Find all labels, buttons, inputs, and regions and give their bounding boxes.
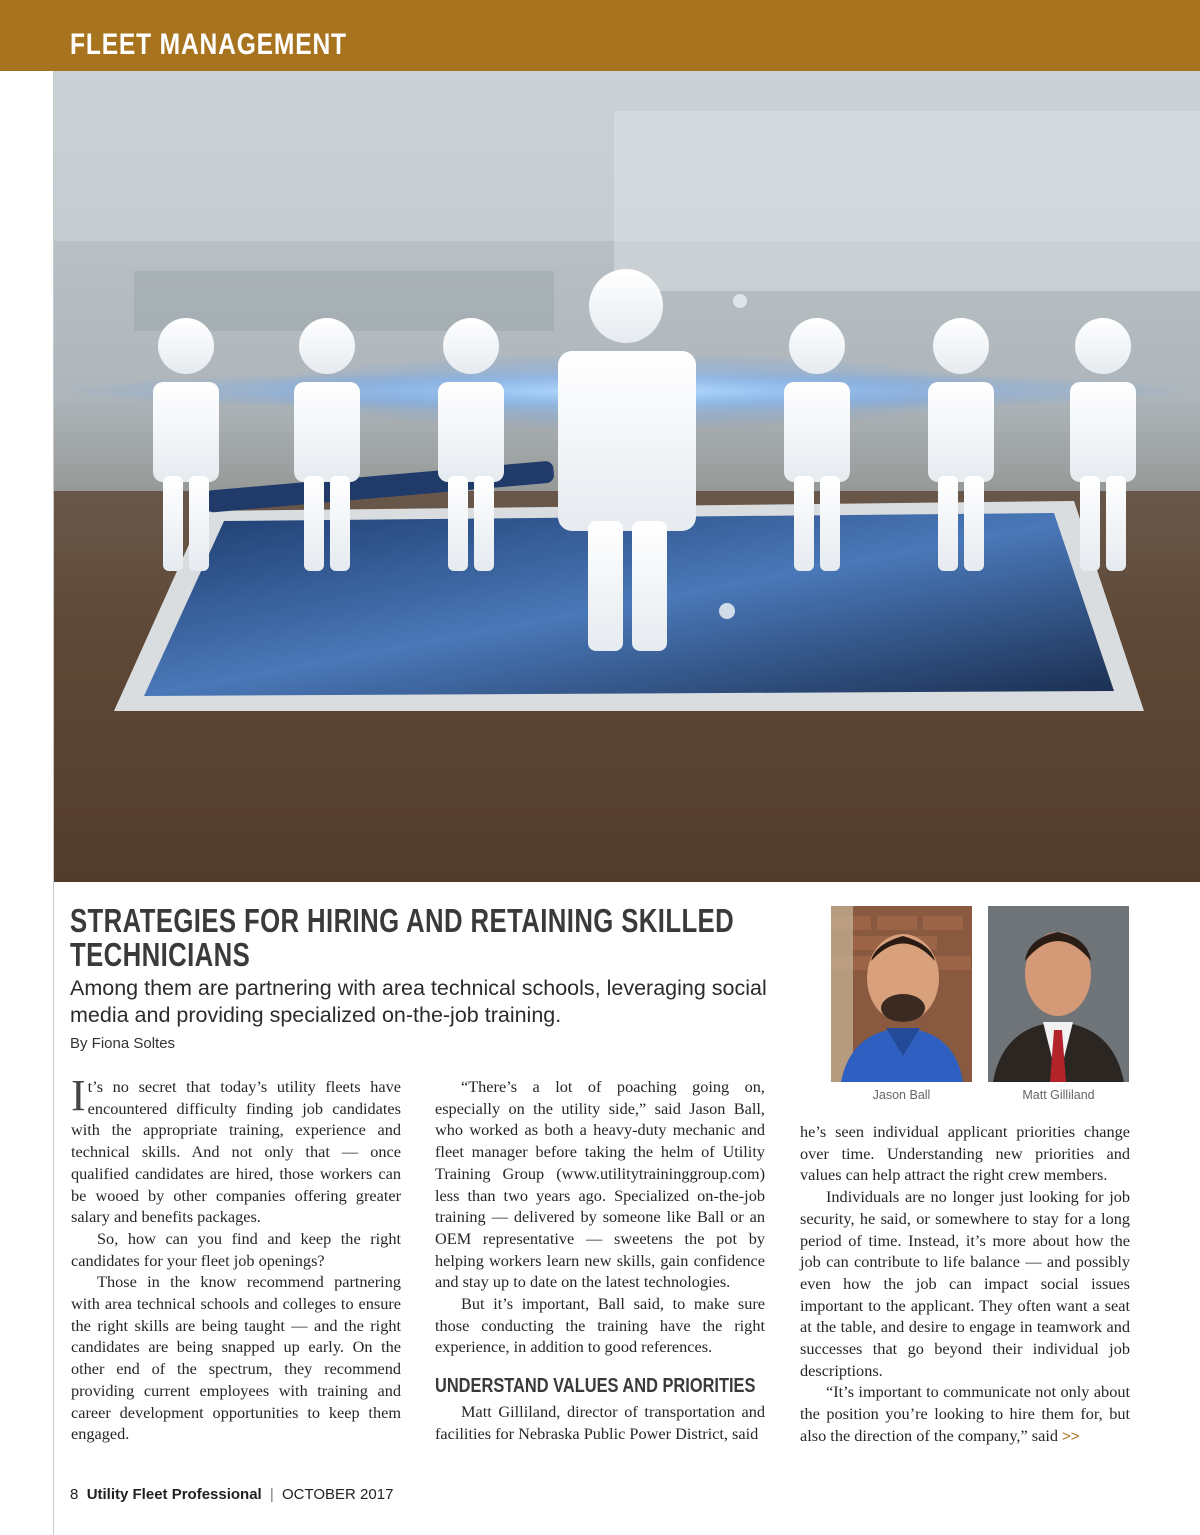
body-paragraph: he’s seen individual applicant priorities change over time. Understanding new priorities and values can help attract the right crew members.: [800, 1122, 1130, 1185]
issue-date: OCTOBER 2017: [281, 1486, 394, 1503]
page-margin: [0, 0, 54, 1535]
body-paragraph: So, how can you find and keep the right candidates for your fleet job openings?: [71, 1228, 401, 1270]
body-column-3: [800, 1121, 1130, 1448]
publication-name: Utility Fleet Professional: [86, 1486, 262, 1503]
photo-caption-2: Matt Gilliland: [1022, 1088, 1095, 1102]
body-paragraph: Those in the know recommend partnering with area technical schools and colleges to ensure the right skills are being taught — and the right candidates are being snapped up early. On the other end of the spectrum, they recommend providing current employees with training and career development opportunities to keep them engaged.: [71, 1272, 401, 1444]
body-column-2: [435, 1076, 765, 1445]
body-paragraph: But it’s important, Ball said, to make sure those conducting the training have the right experience, in addition to good references.: [435, 1294, 765, 1357]
page-number: 8: [70, 1486, 79, 1503]
body-paragraph: [71, 1071, 401, 1228]
headline-line-2: TECHNICIANS: [70, 936, 251, 973]
section-header-band: [0, 0, 1200, 71]
continue-arrow-icon: >>: [1062, 1427, 1080, 1445]
article-headline: [70, 904, 772, 972]
footer-separator: |: [269, 1486, 274, 1503]
photo-jason-ball: [831, 906, 972, 1082]
paragraph-text: “It’s important to communicate not only about the position you’re looking to hire them for, but also the direction of the company,” said: [800, 1382, 1130, 1445]
article-dek: Among them are partnering with area technical schools, leveraging social media and providing specialized on-the-job training.: [70, 976, 767, 1027]
hero-illustration: [54, 71, 1200, 882]
page-footer: [70, 1486, 393, 1503]
hero-image: [54, 71, 1200, 882]
body-paragraph: Matt Gilliland, director of transportation and facilities for Nebraska Public Power District, said: [435, 1402, 765, 1443]
body-paragraph: Individuals are no longer just looking for job security, he said, or somewhere to stay for a long period of time. Instead, it’s more about how the job can contribute to life balance — and possibly even how the job can impact social issues important to the applicant. They often want a seat at the table, and desire to engage in teamwork and successes that go beyond their individual job descriptions.: [800, 1187, 1130, 1380]
paragraph-text: t’s no secret that today’s utility fleets have encountered difficulty finding job candidates with the appropriate training, experience and technical skills. And not only that — once qualified candidates are hired, those workers can be wooed by other companies offering greater salary and benefits packages.: [71, 1077, 401, 1227]
body-paragraph: “There’s a lot of poaching going on, especially on the utility side,” said Jason Ball, who worked as both a heavy-duty mechanic and fleet manager before taking the helm of Utility Training Group (www.utilitytraininggroup.com) less than two years ago. Specialized on-the-job training — delivered by someone like Ball or an OEM representative — sweetens the pot by helping workers learn new skills, gain confidence and stay up to date on the latest technologies.: [435, 1077, 765, 1292]
byline: By Fiona Soltes: [70, 1035, 176, 1052]
photo-caption-1: Jason Ball: [872, 1088, 931, 1102]
body-column-1: [71, 1071, 401, 1445]
section-title: FLEET MANAGEMENT: [70, 28, 347, 61]
headline-line-1: STRATEGIES FOR HIRING AND RETAINING SKILLED: [70, 902, 735, 939]
drop-cap: I: [71, 1071, 86, 1120]
body-paragraph: [800, 1381, 1130, 1447]
section-subhead: UNDERSTAND VALUES AND PRIORITIES: [435, 1375, 756, 1398]
photo-matt-gilliland: [988, 906, 1129, 1082]
